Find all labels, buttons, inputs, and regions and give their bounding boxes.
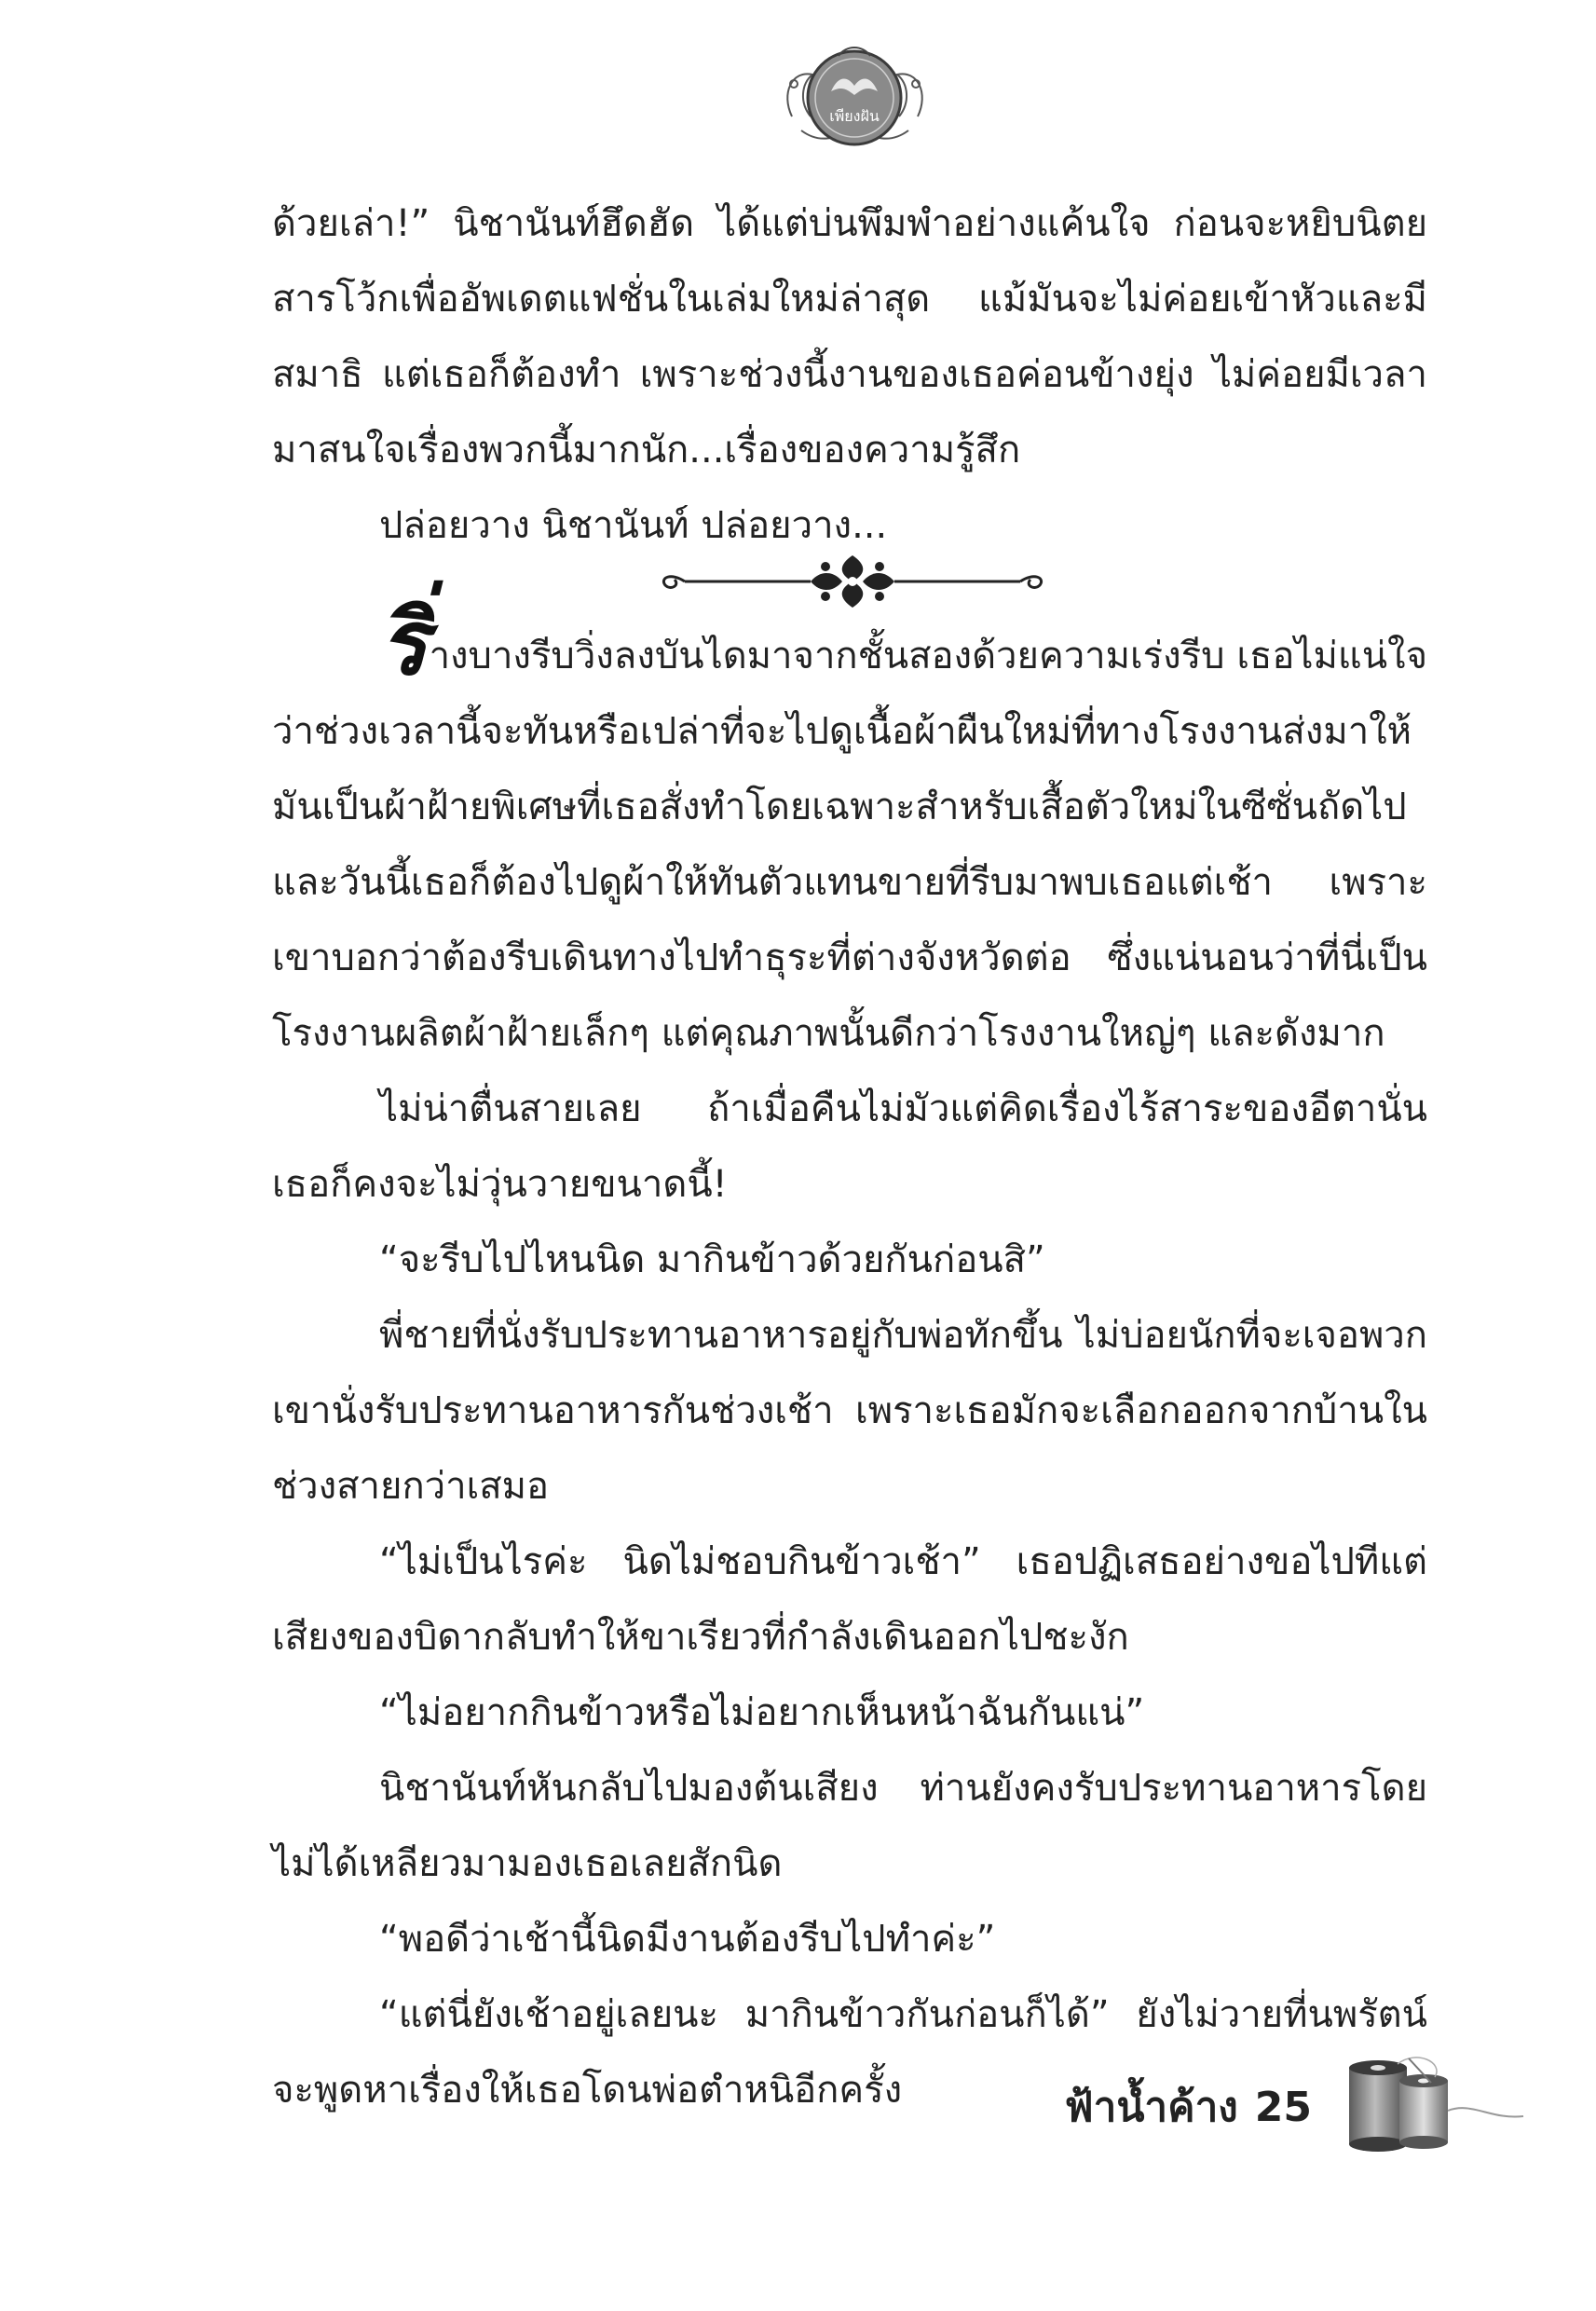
logo-text: เพียงฝัน — [829, 107, 880, 125]
body-text-main — [272, 591, 1427, 2128]
paragraph: พี่ชายที่นั่งรับประทานอาหารอยู่กับพ่อทักขึ้น ไม่บ่อยนักที่จะเจอพวกเขานั่งรับประทานอาหารกันช่วงเช้า เพราะเธอมักจะเลือกออกจากบ้านในช่วงสายกว่าเสมอ — [272, 1314, 1427, 1508]
paragraph: ปล่อยวาง นิชานันท์ ปล่อยวาง... — [379, 504, 888, 547]
thread-spool-icon — [1342, 2055, 1528, 2157]
publisher-logo — [773, 28, 936, 168]
paragraph: นิชานันท์หันกลับไปมองต้นเสียง ท่านยังคงรับประทานอาหารโดยไม่ได้เหลียวมามองเธอเลยสักนิด — [272, 1767, 1427, 1885]
drop-cap: ริ่ — [379, 591, 428, 695]
paragraph: ไม่น่าตื่นสายเลย ถ้าเมื่อคืนไม่มัวแต่คิดเรื่องไร้สาระของอีตานั่นเธอก็คงจะไม่วุ่นวายขนาดนี้! — [272, 1087, 1427, 1206]
dialogue-line: “แต่นี่ยังเช้าอยู่เลยนะ มากินข้าวกันก่อนก็ได้” ยังไม่วายที่นพรัตน์จะพูดหาเรื่องให้เธอโดนพ่อตำหนิอีกครั้ง — [272, 1993, 1427, 2112]
book-title: ฟ้าน้ำค้าง — [1064, 2084, 1238, 2131]
dialogue-line: “จะรีบไปไหนนิด มากินข้าวด้วยกันก่อนสิ” — [379, 1238, 1045, 1281]
body-text-top — [272, 186, 1427, 564]
page-number: 25 — [1254, 2084, 1312, 2131]
paragraph-continuation: ด้วยเล่า!” นิชานันท์ฮึดฮัด ได้แต่บ่นพึมพำอย่างแค้นใจ ก่อนจะหยิบนิตยสารโว้กเพื่ออัพเดตแฟชั่นในเล่มใหม่ล่าสุด แม้มันจะไม่ค่อยเข้าหัวและมีสมาธิ แต่เธอก็ต้องทำ เพราะช่วงนี้งานของเธอค่อนข้างยุ่ง ไม่ค่อยมีเวลามาสนใจเรื่องพวกนี้มากนัก...เรื่องของความรู้สึก — [272, 202, 1427, 472]
paragraph-first-text: างบางรีบวิ่งลงบันไดมาจากชั้นสองด้วยความเร่งรีบ เธอไม่แน่ใจว่าช่วงเวลานี้จะทันหรือเปล่าที่จะไปดูเนื้อผ้าผืนใหม่ที่ทางโรงงานส่งมาให้ มันเป็นผ้าฝ้ายพิเศษที่เธอสั่งทำโดยเฉพาะสำหรับเสื้อตัวใหม่ในซีซั่นถัดไป และวันนี้เธอก็ต้องไปดูผ้าให้ทันตัวแทนขายที่รีบมาพบเธอแต่เช้า เพราะเขาบอกว่าต้องรีบเดินทางไปทำธุระที่ต่างจังหวัดต่อ ซึ่งแน่นอนว่าที่นี่เป็นโรงงานผลิตผ้าฝ้ายเล็กๆ แต่คุณภาพนั้นดีกว่าโรงงานใหญ่ๆ และดังมาก — [272, 635, 1427, 1055]
dialogue-line: “ไม่เป็นไรค่ะ นิดไม่ชอบกินข้าวเช้า” เธอปฏิเสธอย่างขอไปทีแต่เสียงของบิดากลับทำให้ขาเรียวที่กำลังเดินออกไปชะงัก — [272, 1540, 1427, 1659]
page-footer — [1064, 2080, 1312, 2136]
dialogue-line: “พอดีว่าเช้านี้นิดมีงานต้องรีบไปทำค่ะ” — [379, 1918, 996, 1961]
paragraph-first — [272, 591, 1427, 1072]
section-divider-ornament — [643, 546, 1062, 611]
dialogue-line: “ไม่อยากกินข้าวหรือไม่อยากเห็นหน้าฉันกันแน่” — [379, 1691, 1145, 1734]
